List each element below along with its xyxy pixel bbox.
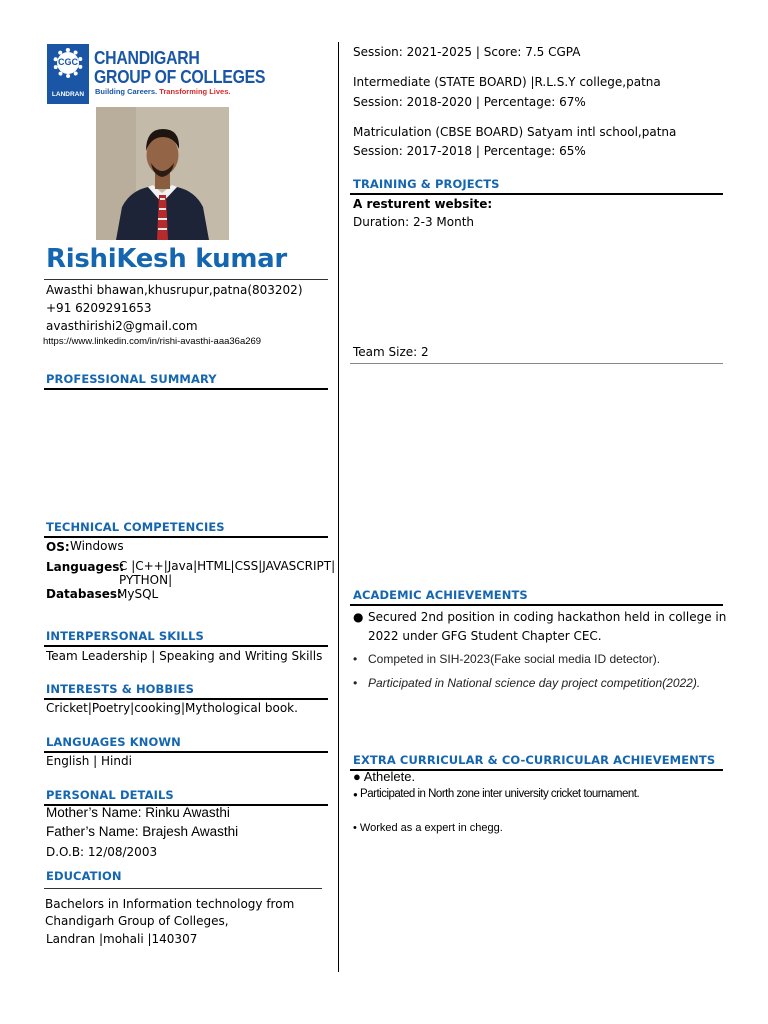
person-portrait-icon [96, 107, 229, 240]
intermediate-session-text: Session: 2018-2020 | Percentage: 67% [353, 95, 586, 109]
candidate-name: RishiKesh kumar [46, 244, 287, 274]
list-item [353, 788, 639, 800]
matriculation-school-text: Matriculation (CBSE BOARD) Satyam intl school,patna [353, 125, 677, 139]
section-rule [44, 388, 328, 390]
intermediate-school-text: Intermediate (STATE BOARD) |R.L.S.Y college,patna [353, 75, 661, 89]
list-item [352, 674, 742, 693]
logo-emblem-abbrev: CGC [58, 57, 78, 67]
logo-college-line1: CHANDIGARH [94, 48, 200, 68]
education-degree-line2: Chandigarh Group of Colleges, [45, 914, 229, 928]
address-text: Awasthi bhawan,khusrupur,patna(803202) [46, 283, 303, 297]
section-rule [350, 604, 723, 606]
bullet-icon: ● [353, 790, 358, 799]
list-item [353, 769, 415, 784]
logo-emblem-campus: LANDRAN [51, 91, 85, 98]
column-divider [338, 42, 339, 972]
section-rule [44, 645, 328, 647]
section-heading-extra-curricular: EXTRA CURRICULAR & CO-CURRICULAR ACHIEVEMENTS [353, 753, 716, 767]
degree-session-text: Session: 2021-2025 | Score: 7.5 CGPA [353, 45, 581, 59]
languages-known-text: English | Hindi [46, 754, 132, 768]
email-link[interactable]: avasthirishi2@gmail.com [46, 319, 198, 333]
college-logo-emblem [47, 44, 89, 104]
profile-photo [96, 107, 229, 240]
os-label: OS: [46, 540, 70, 554]
interests-text: Cricket|Poetry|cooking|Mythological book. [46, 701, 298, 715]
matriculation-session-text: Session: 2017-2018 | Percentage: 65% [353, 144, 586, 158]
section-heading-personal-details: PERSONAL DETAILS [46, 788, 174, 802]
logo-college-line2: GROUP OF COLLEGES [94, 67, 266, 87]
father-name-text: Father’s Name: Brajesh Awasthi [46, 824, 239, 839]
project-team-size: Team Size: 2 [353, 345, 429, 359]
section-heading-interests: INTERESTS & HOBBIES [46, 682, 195, 696]
achievement-text: Participated in National science day project competition(2022). [368, 676, 701, 690]
education-degree-line3: Landran |mohali |140307 [46, 932, 198, 946]
section-heading-interpersonal-skills: INTERPERSONAL SKILLS [46, 629, 204, 643]
languages-label: Languages: [46, 560, 125, 574]
languages-value-line2: PYTHON| [119, 573, 173, 587]
project-duration: Duration: 2-3 Month [353, 215, 475, 229]
section-heading-training-projects: TRAINING & PROJECTS [353, 177, 500, 191]
name-divider [44, 279, 328, 280]
list-item [352, 608, 742, 646]
section-heading-professional-summary: PROFESSIONAL SUMMARY [46, 372, 217, 386]
academic-achievements-list [352, 608, 742, 693]
logo-tagline-a: Building Careers. [95, 87, 158, 96]
bullet-icon: • [353, 676, 358, 690]
phone-text: +91 6209291653 [46, 301, 152, 315]
linkedin-link[interactable]: https://www.linkedin.com/in/rishi-avasthi-aaa36a269 [43, 336, 262, 347]
mother-name-text: Mother’s Name: Rinku Awasthi [46, 805, 230, 820]
extra-achievement-text: Worked as a expert in chegg. [359, 822, 503, 834]
list-item [352, 650, 742, 669]
section-rule [350, 193, 723, 195]
project-title: A resturent website: [353, 197, 493, 211]
interpersonal-skills-text: Team Leadership | Speaking and Writing Skills [46, 649, 323, 663]
extra-achievement-text: Participated in North zone inter university cricket tournament. [360, 788, 640, 800]
project-divider [350, 363, 723, 364]
databases-value: MySQL [117, 587, 159, 601]
achievement-text-cont: 2022 under GFG Student Chapter CEC. [368, 629, 602, 643]
bullet-icon: • [353, 822, 357, 834]
dob-text: D.O.B: 12/08/2003 [46, 845, 158, 859]
list-item [353, 822, 503, 834]
bullet-icon: ● [353, 610, 364, 624]
section-heading-education: EDUCATION [46, 869, 122, 883]
section-heading-languages: LANGUAGES KNOWN [46, 735, 181, 749]
extra-achievement-text: Athelete. [363, 769, 416, 784]
achievement-text: Competed in SIH-2023(Fake social media ID detector). [368, 652, 661, 666]
languages-value-line1: C |C++|Java|HTML|CSS|JAVASCRIPT| [119, 559, 336, 573]
achievement-text: Secured 2nd position in coding hackathon held in college in [368, 610, 727, 624]
bullet-icon: ● [353, 769, 361, 784]
databases-label: Databases: [46, 587, 122, 601]
logo-tagline [95, 87, 230, 96]
os-value: Windows [70, 539, 124, 553]
bullet-icon: • [353, 652, 358, 666]
logo-tagline-b: Transforming Lives. [159, 87, 231, 96]
education-degree-line1: Bachelors in Information technology from [45, 897, 295, 911]
section-heading-technical-competencies: TECHNICAL COMPETENCIES [46, 520, 225, 534]
section-rule [44, 888, 322, 889]
section-heading-academic-achievements: ACADEMIC ACHIEVEMENTS [353, 588, 528, 602]
